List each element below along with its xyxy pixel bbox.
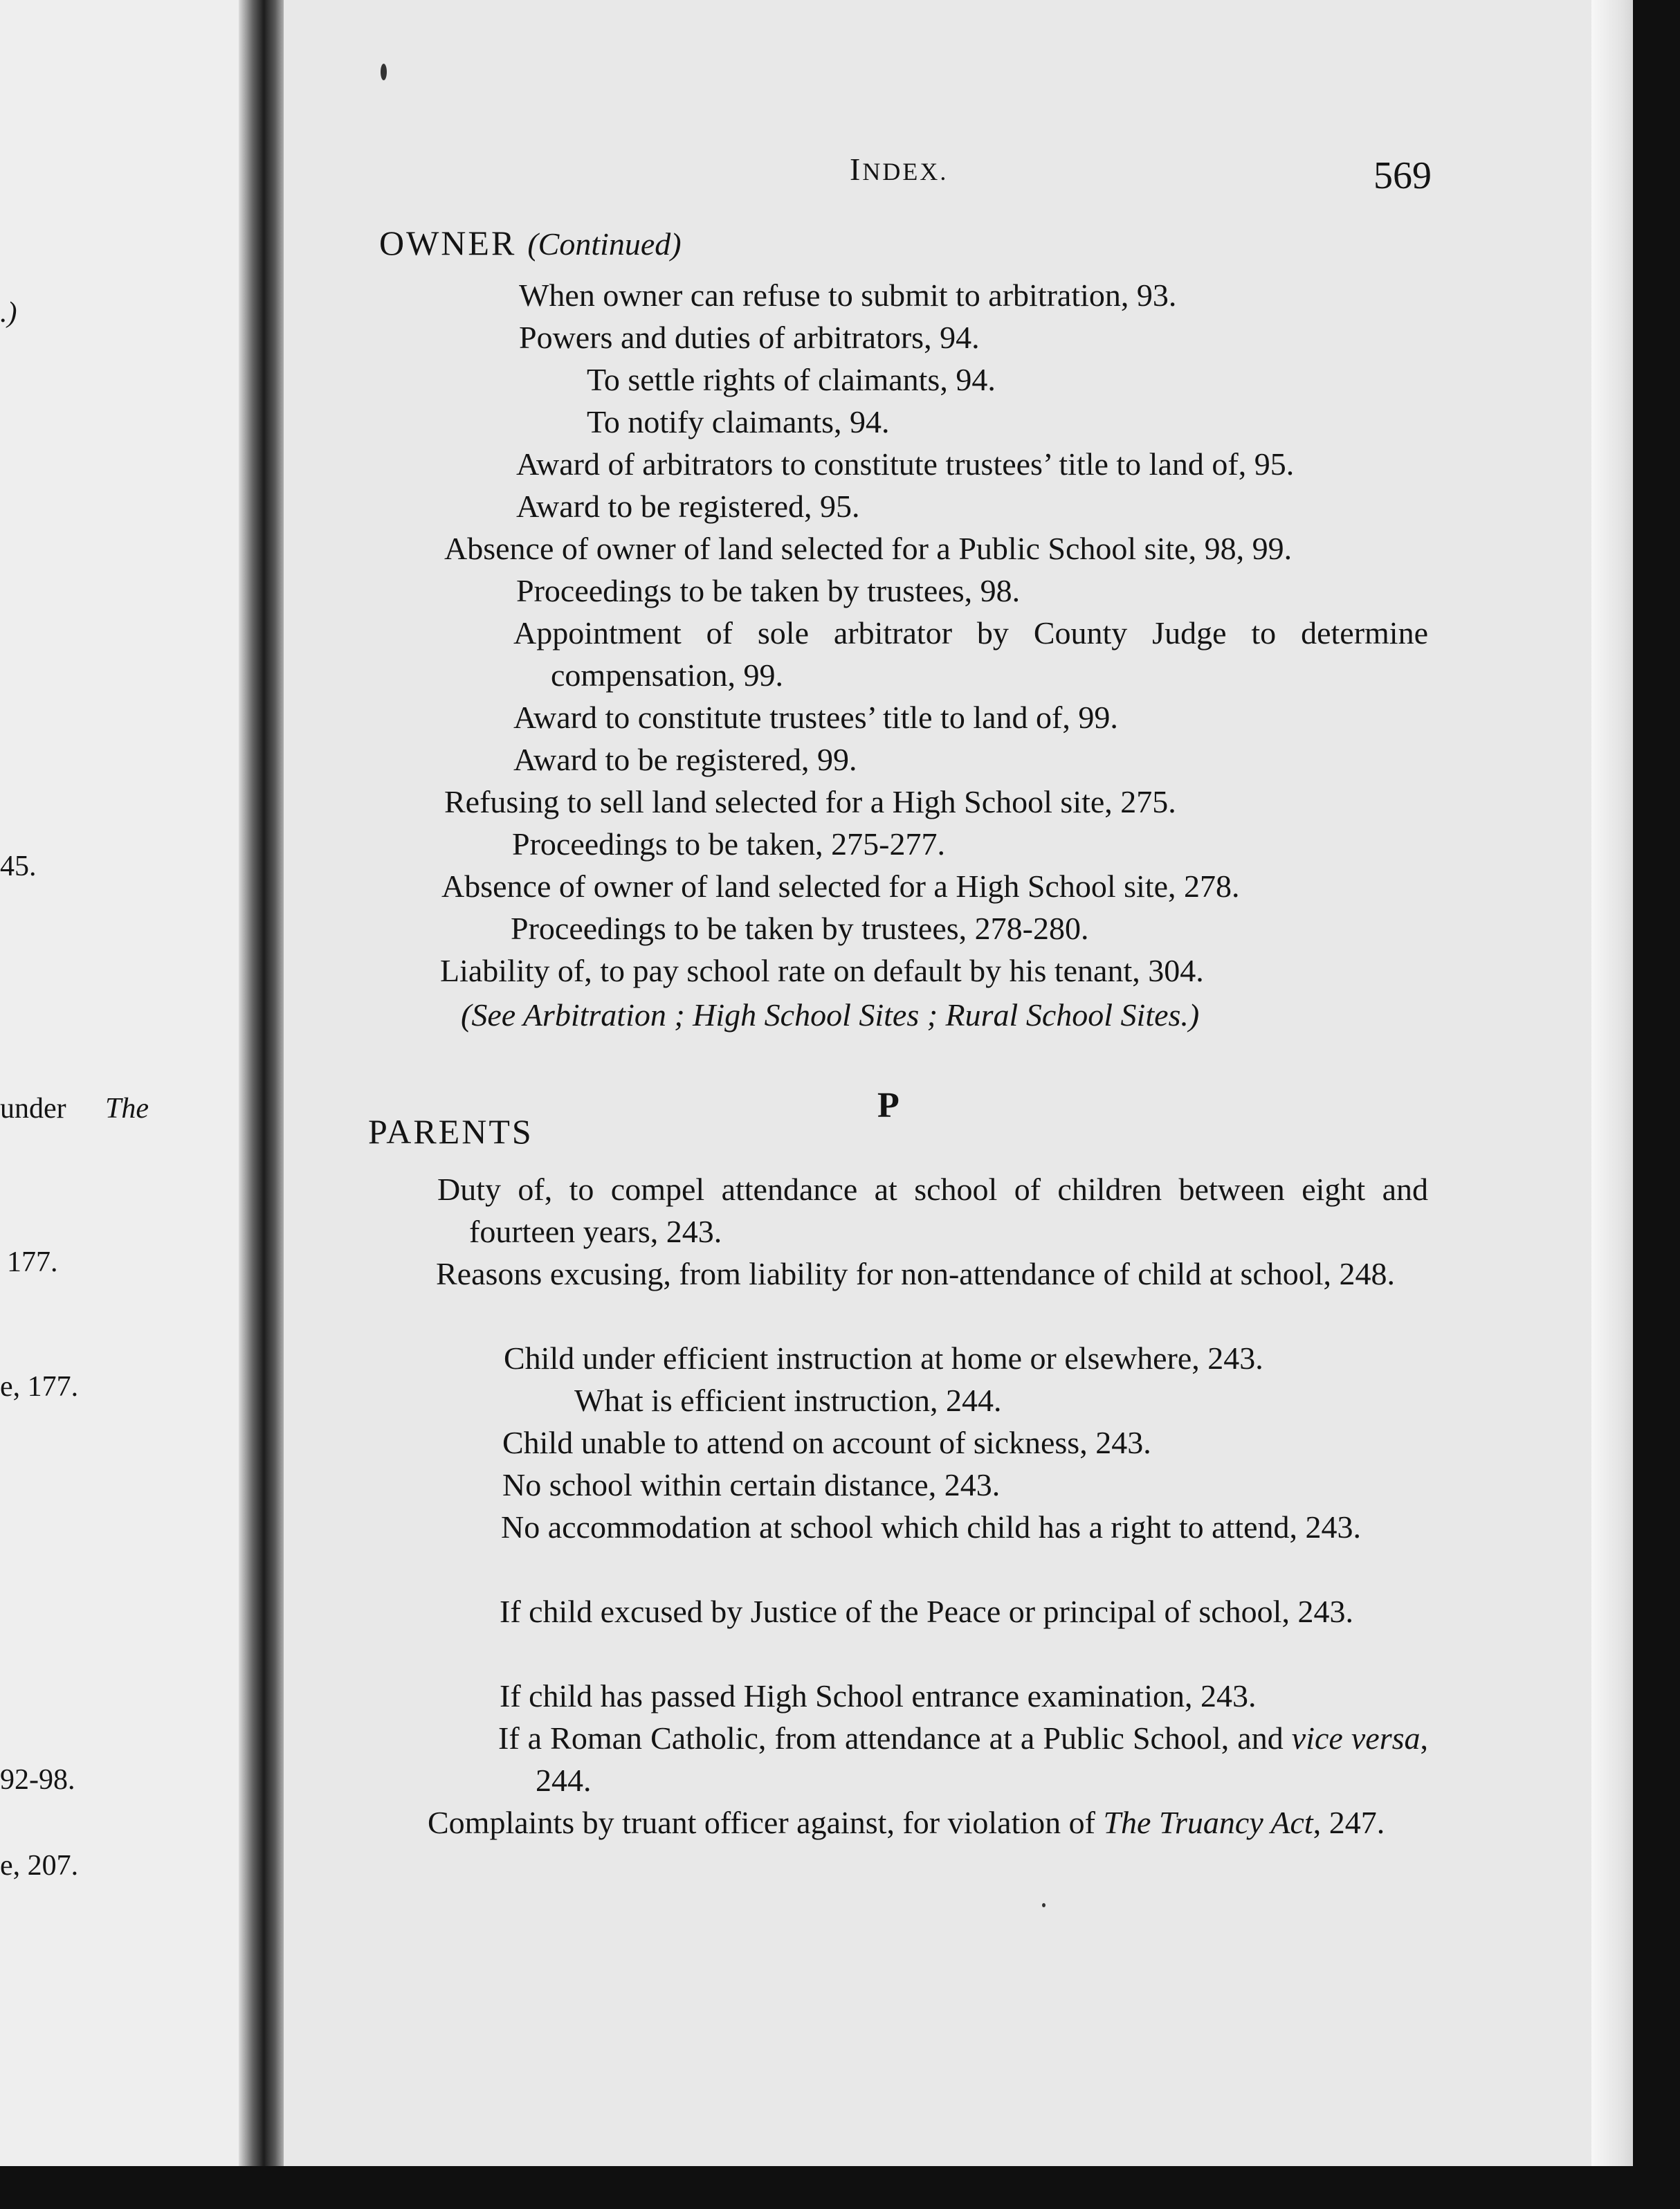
left-fragment: under xyxy=(0,1093,66,1125)
left-page xyxy=(0,0,249,2166)
index-entry: Proceedings to be taken by trustees, 278-280. xyxy=(511,911,1089,946)
index-entry: When owner can refuse to submit to arbitration, 93. xyxy=(519,278,1177,313)
section-letter: P xyxy=(877,1086,900,1125)
index-entry: Refusing to sell land selected for a High School site, 275. xyxy=(444,784,1176,819)
index-entry: Award to be registered, 95. xyxy=(516,489,860,524)
index-entry: Liability of, to pay school rate on default by his tenant, 304. xyxy=(440,953,1204,988)
continued-label: (Continued) xyxy=(527,226,682,262)
scan-border-bottom xyxy=(0,2166,1680,2209)
index-entry: Absence of owner of land selected for a Public School site, 98, 99. xyxy=(444,531,1293,566)
cross-reference: (See Arbitration ; High School Sites ; Rural School Sites.) xyxy=(461,997,1200,1033)
index-entry: If child has passed High School entrance examination, 243. xyxy=(500,1678,1257,1713)
index-entry: To settle rights of claimants, 94. xyxy=(587,362,996,397)
index-entry: Child under efficient instruction at home or elsewhere, 243. xyxy=(504,1340,1263,1376)
parents-heading: PARENTS xyxy=(368,1112,533,1151)
left-fragment: e, 177. xyxy=(0,1371,79,1403)
index-entry: No accommodation at school which child has a right to attend, 243. xyxy=(501,1509,1361,1545)
index-entry: Award to be registered, 99. xyxy=(513,742,857,777)
index-entry: To notify claimants, 94. xyxy=(587,404,890,439)
index-entry: Proceedings to be taken, 275-277. xyxy=(512,826,945,862)
index-entry: Duty of, to compel attendance at school of children between eight and fourteen years, 243. xyxy=(437,1172,1428,1249)
left-fragment: .) xyxy=(0,297,17,329)
left-fragment: 45. xyxy=(0,851,37,882)
index-entry: Award to constitute trustees’ title to land of, 99. xyxy=(513,700,1118,735)
index-entry: Award of arbitrators to constitute trustees’ title to land of, 95. xyxy=(516,446,1295,482)
index-entry: If a Roman Catholic, from attendance at a Public School, and vice versa, 244. xyxy=(498,1720,1428,1798)
index-entry: Absence of owner of land selected for a High School site, 278. xyxy=(441,869,1240,904)
left-fragment: e, 207. xyxy=(0,1850,79,1882)
index-entry: Powers and duties of arbitrators, 94. xyxy=(519,320,980,355)
index-entry: Appointment of sole arbitrator by County Judge to determine compensation, 99. xyxy=(513,615,1428,693)
index-entry: Reasons excusing, from liability for non-attendance of child at school, 248. xyxy=(436,1256,1396,1291)
running-head: INDEX. xyxy=(850,152,949,187)
index-entry: Proceedings to be taken by trustees, 98. xyxy=(516,573,1021,608)
left-fragment: 92-98. xyxy=(0,1764,75,1796)
index-entry: What is efficient instruction, 244. xyxy=(574,1383,1002,1418)
left-fragment: The xyxy=(105,1093,149,1125)
index-entry: Child unable to attend on account of sickness, 243. xyxy=(502,1425,1151,1460)
page-number: 569 xyxy=(1373,154,1432,197)
book-gutter xyxy=(239,0,287,2166)
speck-mark xyxy=(1042,1903,1046,1907)
speck-mark xyxy=(381,64,387,80)
owner-heading: OWNER (Continued) xyxy=(379,224,682,262)
scan-border-right xyxy=(1633,0,1680,2209)
index-entry: Complaints by truant officer against, for violation of The Truancy Act, 247. xyxy=(428,1805,1385,1840)
index-entry: If child excused by Justice of the Peace or principal of school, 243. xyxy=(500,1594,1353,1629)
left-fragment: 177. xyxy=(7,1246,58,1278)
index-entry: No school within certain distance, 243. xyxy=(502,1467,1001,1502)
